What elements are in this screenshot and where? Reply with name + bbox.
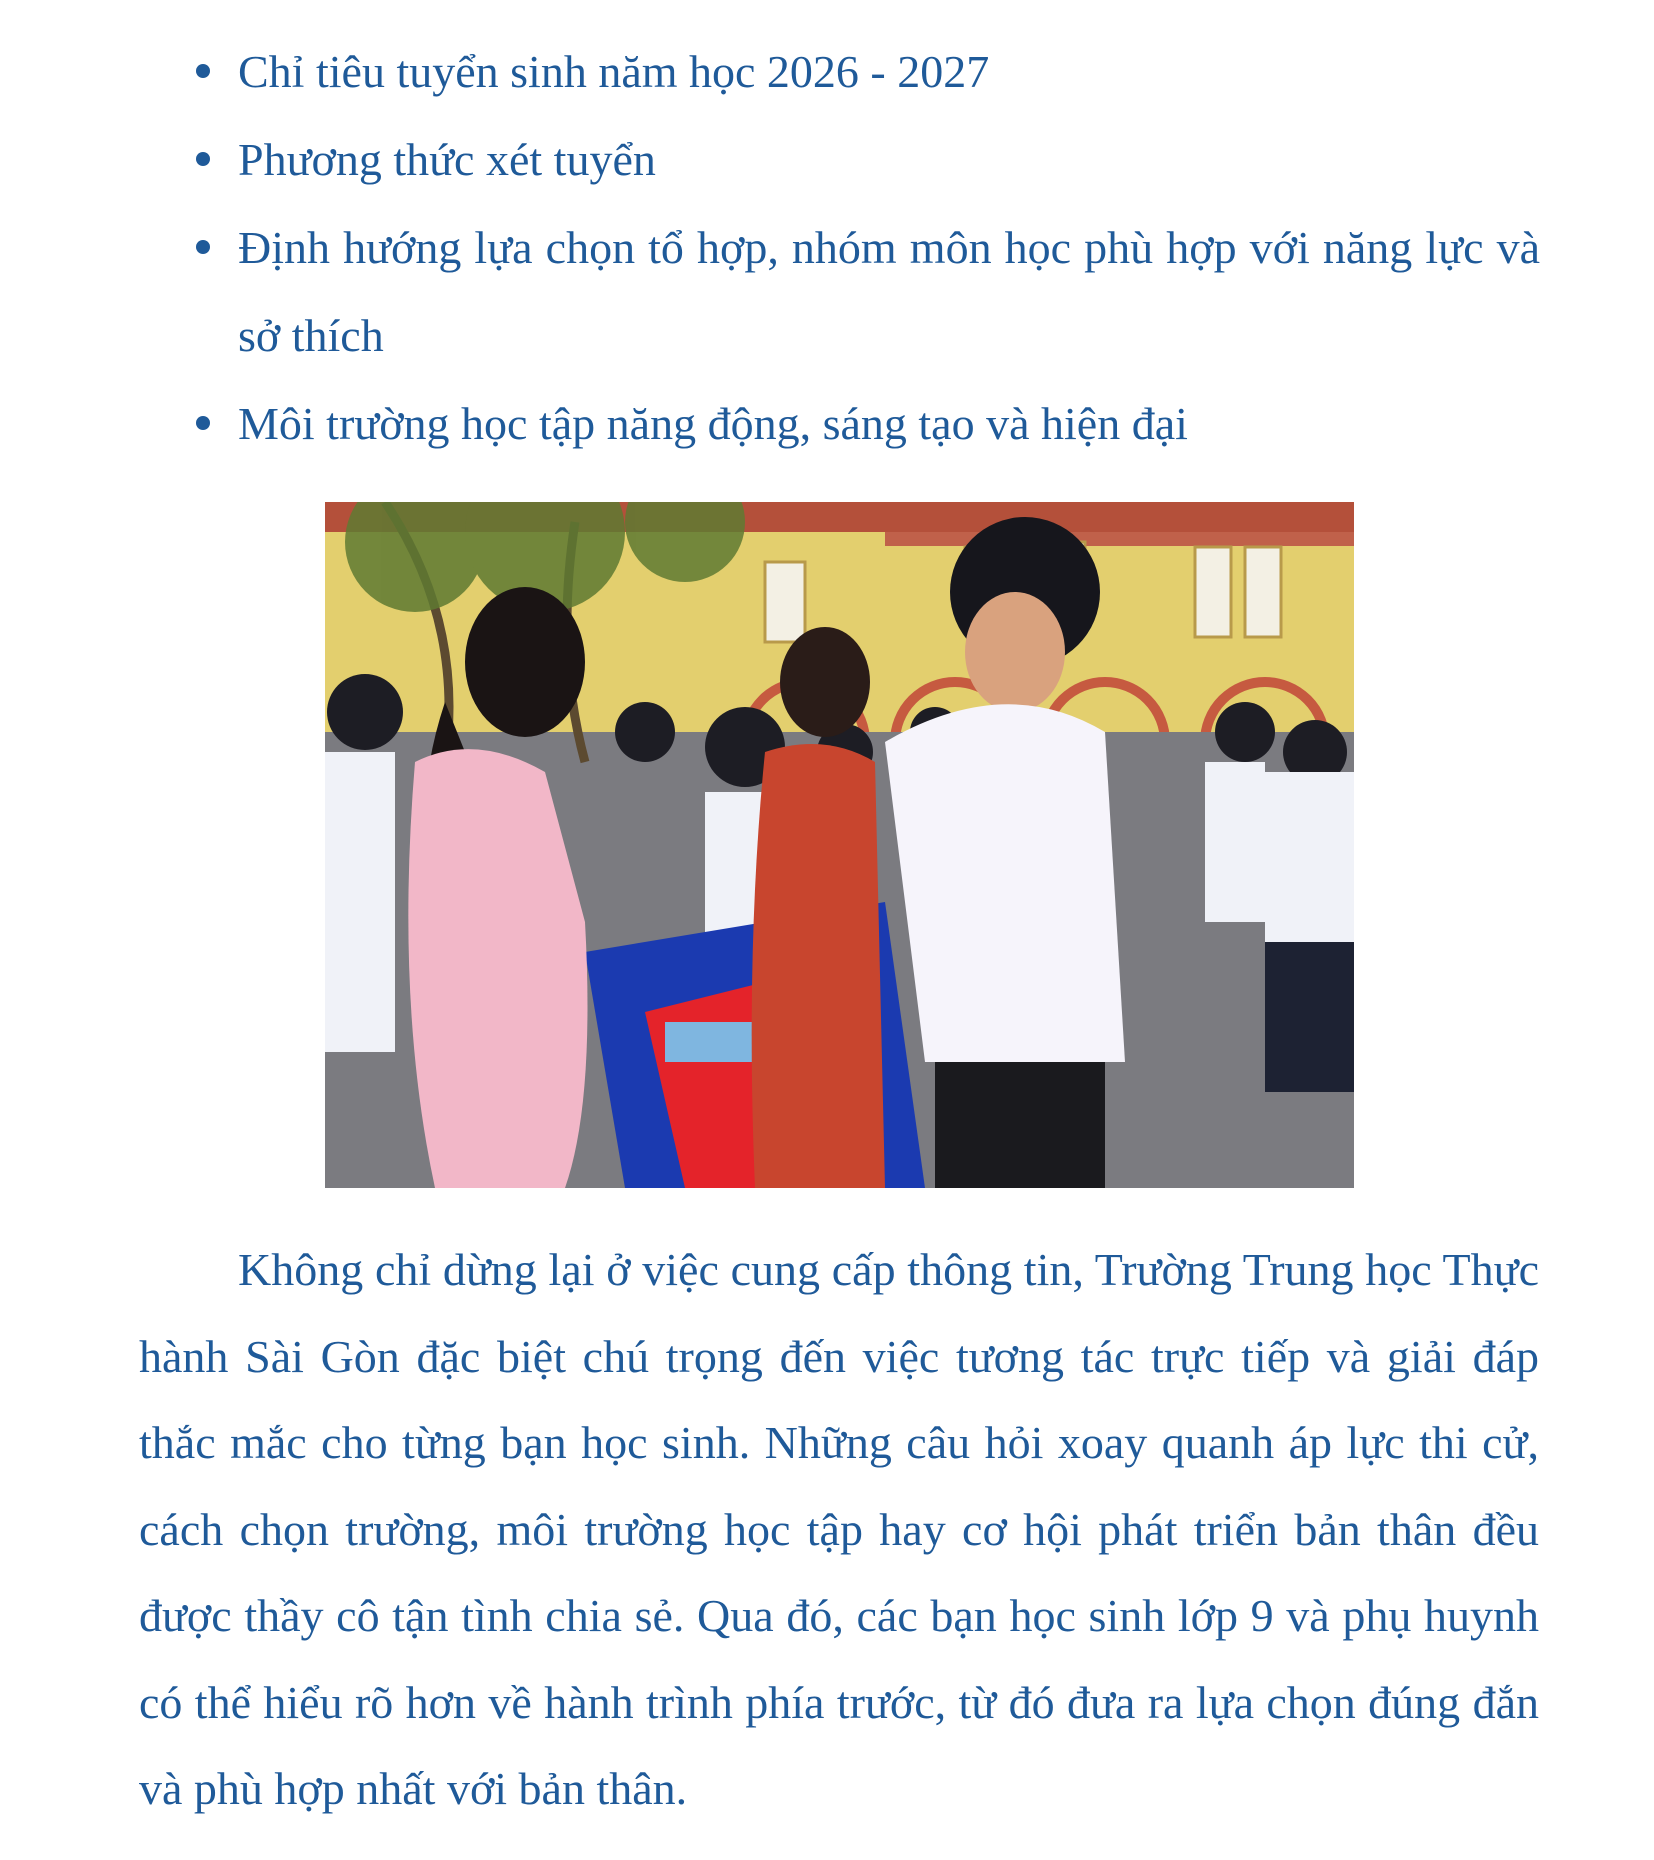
bullet-item [238, 380, 1540, 468]
bullet-dot-icon [196, 152, 210, 166]
bullet-text: Định hướng lựa chọn tổ hợp, nhóm môn học phù hợp với năng lực và sở thích [238, 222, 1540, 361]
bullet-text: Chỉ tiêu tuyển sinh năm học 2026 - 2027 [238, 46, 990, 97]
bullet-dot-icon [196, 416, 210, 430]
bullet-dot-icon [196, 240, 210, 254]
body-paragraph: Không chỉ dừng lại ở việc cung cấp thông tin, Trường Trung học Thực hành Sài Gòn đặc biệt chú trọng đến việc tương tác trực tiếp và giải đáp thắc mắc cho từng bạn học sinh. Những câu hỏi xoay quanh áp lực thi cử, cách chọn trường, môi trường học tập hay cơ hội phát triển bản thân đều được thầy cô tận tình chia sẻ. Qua đó, các bạn học sinh lớp 9 và phụ huynh có thể hiểu rõ hơn về hành trình phía trước, từ đó đưa ra lựa chọn đúng đắn và phù hợp nhất với bản thân. [139, 1244, 1539, 1814]
event-photo [325, 502, 1354, 1188]
bullet-item [238, 204, 1540, 380]
bullet-text: Môi trường học tập năng động, sáng tạo và hiện đại [238, 398, 1188, 449]
bullet-item [238, 28, 1540, 116]
bullet-text: Phương thức xét tuyển [238, 134, 656, 185]
bullet-list [238, 28, 1540, 468]
bullet-dot-icon [196, 64, 210, 78]
bullet-item [238, 116, 1540, 204]
